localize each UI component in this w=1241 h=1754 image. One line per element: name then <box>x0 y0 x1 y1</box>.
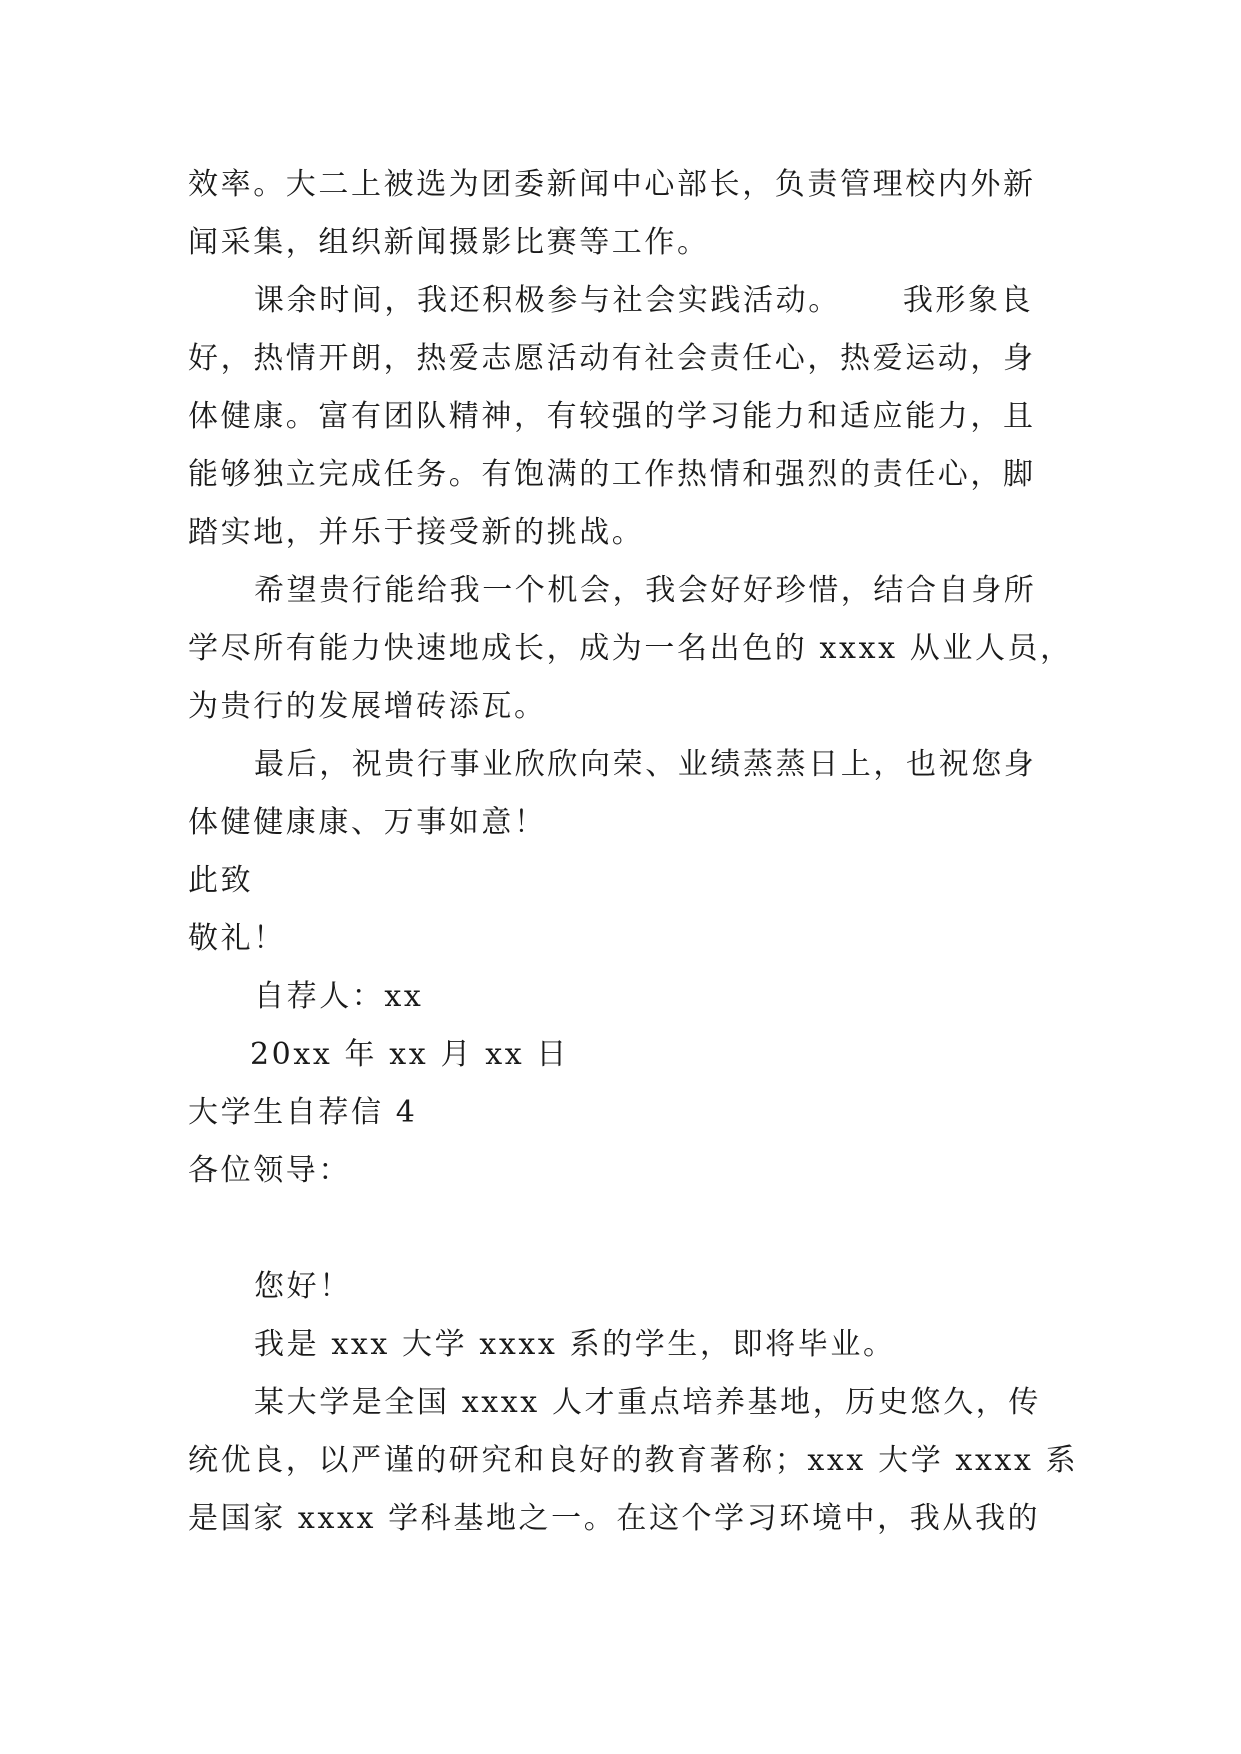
blank-line <box>188 1200 1058 1258</box>
document-body <box>188 156 1079 1548</box>
signature-date: 20xx 年 xx 月 xx 日 <box>250 1037 569 1072</box>
text-line <box>188 272 1058 330</box>
section-title: 大学生自荐信 4 <box>188 1095 418 1130</box>
text-line: 效率。大二上被选为团委新闻中心部长，负责管理校内外新 <box>188 167 1036 202</box>
text-line: 您好！ <box>254 1269 352 1304</box>
text-line: 我是 xxx 大学 xxxx 系的学生，即将毕业。 <box>254 1327 896 1362</box>
salutation-closing: 此致 <box>188 863 254 898</box>
text-line: 好，热情开朗，热爱志愿活动有社会责任心，热爱运动，身 <box>188 341 1036 376</box>
text-segment: 课余时间，我还积极参与社会实践活动。 <box>254 283 841 318</box>
letter-greeting: 各位领导： <box>188 1153 351 1188</box>
signature-name: 自荐人：xx <box>254 979 424 1014</box>
text-line: 某大学是全国 xxxx 人才重点培养基地，历史悠久，传 <box>254 1385 1041 1420</box>
text-segment: 我形象良 <box>902 283 1034 318</box>
text-line: 踏实地，并乐于接受新的挑战。 <box>188 515 645 550</box>
text-line: 体健健康康、万事如意！ <box>188 805 547 840</box>
text-line: 能够独立完成任务。有饱满的工作热情和强烈的责任心，脚 <box>188 457 1036 492</box>
text-line: 闻采集，组织新闻摄影比赛等工作。 <box>188 225 710 260</box>
text-line: 是国家 xxxx 学科基地之一。在这个学习环境中，我从我的 <box>188 1501 1041 1536</box>
salutation-regards: 敬礼！ <box>188 921 286 956</box>
text-line: 统优良，以严谨的研究和良好的教育著称；xxx 大学 xxxx 系 <box>188 1443 1079 1478</box>
text-line: 学尽所有能力快速地成长，成为一名出色的 xxxx 从业人员， <box>188 631 1073 666</box>
text-line: 体健康。富有团队精神，有较强的学习能力和适应能力，且 <box>188 399 1036 434</box>
text-line: 最后，祝贵行事业欣欣向荣、业绩蒸蒸日上，也祝您身 <box>254 747 1037 782</box>
text-line: 为贵行的发展增砖添瓦。 <box>188 689 547 724</box>
text-line: 希望贵行能给我一个机会，我会好好珍惜，结合自身所 <box>254 573 1037 608</box>
